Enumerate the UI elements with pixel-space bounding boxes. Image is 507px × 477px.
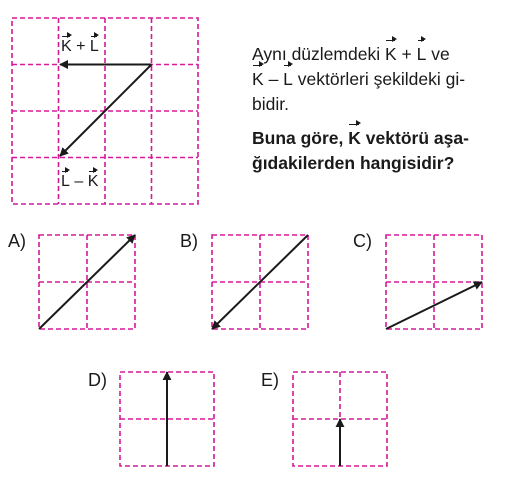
- option-a-label[interactable]: A): [8, 231, 26, 251]
- operator-minus: –: [74, 173, 84, 190]
- vector-k-symbol: K: [348, 126, 361, 151]
- option-e-label[interactable]: E): [261, 370, 279, 390]
- label-k-plus-l: [61, 38, 99, 56]
- option-d-label[interactable]: D): [88, 370, 107, 390]
- vector-l-symbol: L: [89, 38, 99, 55]
- vector-l-symbol: L: [61, 173, 70, 190]
- question-prompt: Buna göre, K vektörü aşa- ğıdakilerden hangisidir?: [252, 128, 469, 173]
- option-c-arrow: [386, 282, 482, 329]
- option-c-grid: [386, 235, 482, 329]
- vector-k-symbol: K: [61, 38, 72, 55]
- question-text: [252, 42, 502, 176]
- vector-k-symbol: K: [87, 173, 99, 190]
- vector-k-symbol: K: [252, 67, 264, 92]
- question-line-1: Aynı düzlemdeki K + L ve: [252, 42, 502, 67]
- label-l-minus-k: [61, 173, 98, 191]
- option-b-label[interactable]: B): [180, 231, 198, 251]
- question-line-3: bidir.: [252, 94, 289, 114]
- operator-plus: +: [76, 38, 86, 55]
- question-line-2: K – L vektörleri şekildeki gi-: [252, 67, 502, 92]
- vector-l-symbol: L: [417, 42, 427, 67]
- option-c-label[interactable]: C): [353, 231, 372, 251]
- vector-k-symbol: K: [385, 42, 397, 67]
- vector-l-symbol: L: [283, 67, 293, 92]
